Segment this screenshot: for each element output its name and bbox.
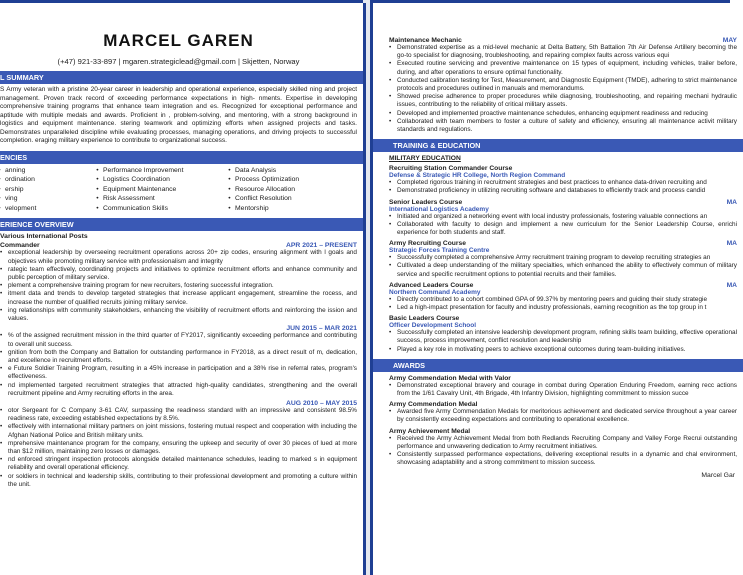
competency-grid bbox=[0, 164, 363, 214]
course-title: Basic Leaders Course bbox=[389, 315, 460, 323]
competency-item: • anning bbox=[0, 166, 92, 176]
course-title: Army Recruiting Course bbox=[389, 240, 466, 248]
competency-item: • Performance Improvement bbox=[92, 166, 224, 176]
section-training-heading: TRAINING & EDUCATION bbox=[373, 139, 743, 152]
award-bullet: • Demonstrated exceptional bravery and courage in combat during Operation Enduring Freedom, earning recc actions from the 1/61 Cavalry Unit, 4th Brigade, 4th Infantry Division, highlighting commitment to mission succe bbox=[373, 382, 743, 398]
job-header bbox=[0, 323, 363, 332]
contact-line: (+47) 921-33-897 | mgaren.strategiclead@gmail.com | Skjetten, Norway bbox=[57, 57, 300, 66]
award-title: Army Achievement Medal bbox=[389, 427, 471, 435]
course-header bbox=[373, 196, 743, 206]
competency-item: • ving bbox=[0, 194, 92, 204]
course-bullet: • Collaborated with faculty to design and implement a new curriculum for the Senior Leadership Course, enrichi experience for both students and staff. bbox=[373, 221, 743, 237]
job-bullet: • mprehensive maintenance program for the company, ensuring the upkeep and security of over 30 pieces of lued at more than $12 million, maintaining zero losses or damages. bbox=[0, 440, 363, 456]
job-bullet: • e Future Soldier Training Program, resulting in a 45% increase in participation and a 38% rise in referral rates, program's effectiveness. bbox=[0, 365, 363, 381]
course-bullet: • Led a high-impact presentation for faculty and industry professionals, earning recognition as the top group in t bbox=[373, 304, 743, 312]
competency-item: • Mentorship bbox=[224, 204, 354, 214]
job-bullet: • or soldiers in technical and leadership skills, contributing to their professional development and promoting a culture within the unit. bbox=[0, 473, 363, 489]
course-header bbox=[373, 237, 743, 247]
candidate-name: MARCEL GAREN bbox=[103, 31, 254, 50]
award-header bbox=[373, 398, 743, 408]
course-org: International Logistics Academy bbox=[389, 205, 489, 213]
job-bullet: • nd implemented targeted recruitment strategies that attracted high-quality candidates, strengthening and the overall recruitment pipeline and Army recruiting efforts in the area. bbox=[0, 382, 363, 398]
resume-page-2 bbox=[370, 3, 743, 575]
section-experience-heading: ERIENCE OVERVIEW bbox=[0, 218, 363, 231]
job-header bbox=[0, 398, 363, 407]
competency-item: • Equipment Maintenance bbox=[92, 185, 224, 195]
course-bullet: • Initiated and organized a networking event with local industry professionals, fostering valuable connections an bbox=[373, 213, 743, 221]
job-bullet: • Showed precise adherence to proper procedures while diagnosing, troubleshooting, and repairing mechani hydraulic issues, contributing to the reliability of critical military assets. bbox=[373, 93, 743, 109]
job-bullet: • % of the assigned recruitment mission in the third quarter of FY2017, significantly exceeding performance and contributing to overall unit success. bbox=[0, 332, 363, 348]
award-bullet: • Consistently surpassed performance expectations, delivering exceptional results in a dynamic and chal environment, showcasing adaptability and a strong commitment to mission success. bbox=[373, 451, 743, 467]
course-bullet: • Demonstrated proficiency in utilizing recruiting software and databases to efficiently track and process candid bbox=[373, 187, 743, 195]
competency-item: • Conflict Resolution bbox=[224, 194, 354, 204]
job-header bbox=[0, 240, 363, 249]
job-header bbox=[373, 34, 743, 44]
job-bullet: • effectively with international military partners on joint missions, fostering mutual respect and cooperation with including the Afghan National Police and British military units. bbox=[0, 423, 363, 439]
competency-item: • Process Optimization bbox=[224, 175, 354, 185]
course-bullet: • Directly contributed to a cohort combined GPA of 99.37% by mentoring peers and guiding their study strategie bbox=[373, 296, 743, 304]
competency-item: • ership bbox=[0, 185, 92, 195]
competency-item: • Logistics Coordination bbox=[92, 175, 224, 185]
competency-item: • Data Analysis bbox=[224, 166, 354, 176]
job-date: APR 2021 – PRESENT bbox=[285, 242, 357, 250]
course-title: Recruiting Station Commander Course bbox=[389, 165, 513, 173]
course-bullet: • Completed rigorous training in recruitment strategies and best practices to enhance data-driven recruiting and bbox=[373, 179, 743, 187]
job-bullet: • gnition from both the Company and Battalion for outstanding performance in FY2018, as a direct result of m, dedication, and excellence in recruitment efforts. bbox=[0, 349, 363, 365]
section-summary-heading: L SUMMARY bbox=[0, 71, 363, 84]
job-title: Maintenance Mechanic bbox=[389, 37, 462, 44]
course-bullet: • Played a key role in motivating peers to achieve exceptional outcomes during team-building initiatives. bbox=[373, 346, 743, 354]
military-education-subheading: MILITARY EDUCATION bbox=[389, 155, 461, 163]
job-date: JUN 2015 – MAR 2021 bbox=[286, 325, 357, 333]
competency-item: • Resource Allocation bbox=[224, 185, 354, 195]
section-competencies-heading: ENCIES bbox=[0, 151, 363, 164]
job-bullet: • otor Sergeant for C Company 3-61 CAV, surpassing the readiness standard with an impressive and consistent 98.5% readiness rate, exceeding established expectations by 8.5%. bbox=[0, 407, 363, 423]
course-org: Northern Command Academy bbox=[389, 288, 481, 296]
course-header bbox=[373, 312, 743, 322]
competency-item: • Risk Assessment bbox=[92, 194, 224, 204]
course-bullet: • Successfully completed an intensive leadership development program, refining skills team building, effective operational success, process improvement, conflict resolution and leadership bbox=[373, 329, 743, 345]
award-header bbox=[373, 372, 743, 382]
course-bullet: • Successfully completed a comprehensive Army recruitment training program to develop recruiting strategies an bbox=[373, 254, 743, 262]
award-title: Army Commendation Medal with Valor bbox=[389, 374, 511, 382]
course-date: MA bbox=[726, 198, 737, 206]
course-org: Strategic Forces Training Centre bbox=[389, 247, 490, 255]
job-bullet: • Developed and implemented proactive maintenance schedules, enhancing equipment readiness and reducing bbox=[373, 110, 743, 118]
job-bullet: • Conducted calibration testing for Test, Measurement, and Diagnostic Equipment (TMDE), adhering to strict maintenance protocols and procedures outlined in manuals and memorandums. bbox=[373, 77, 743, 93]
course-org: Defense & Strategic HR College, North Region Command bbox=[389, 172, 566, 180]
competency-item: • Communication Skills bbox=[92, 204, 224, 214]
award-bullet: • Awarded five Army Commendation Medals for meritorious achievement and dedicated service throughout a year career by consistently exceeding expectations and contributing to operational excellence. bbox=[373, 408, 743, 424]
experience-org bbox=[0, 231, 363, 240]
award-bullet: • Received the Army Achievement Medal from both Redlands Recruiting Company and Valley Forge Recrui outstanding performance and unwavering dedication to Army recruitment initiatives. bbox=[373, 435, 743, 451]
job-bullet: • rategic team effectively, coordinating projects and initiatives to optimize recruitment efforts and enhance community and public perception of military service. bbox=[0, 266, 363, 282]
job-bullet: • itment data and trends to develop targeted strategies that increase applicant engagement, streamline the rocess, and increase the number of qualified recruits joining military service. bbox=[0, 290, 363, 306]
course-org: Officer Development School bbox=[389, 322, 477, 330]
award-header bbox=[373, 425, 743, 435]
job-bullet: • exceptional leadership by overseeing recruitment operations across 20+ zip codes, ensuring alignment with l goals and objectives while promoting military service with professionalism and integrity bbox=[0, 249, 363, 265]
signature-name: Marcel Gar bbox=[701, 471, 735, 479]
job-date: MAY bbox=[722, 37, 737, 44]
job-bullet: • ing relationships with community stakeholders, enhancing the visibility of recruitment efforts and reinforcing the ission and values. bbox=[0, 307, 363, 323]
resume-page-1 bbox=[0, 3, 366, 575]
job-bullet: • Executed routine servicing and preventive maintenance on 15 types of equipment, including vehicles, trailer before, during, and after operations to ensure optimal functionality. bbox=[373, 60, 743, 76]
competency-item: • velopment bbox=[0, 204, 92, 214]
course-date: MA bbox=[726, 240, 737, 248]
course-bullet: • Cultivated a deep understanding of the military specialties, which enhanced the ability to effectively commun of military service and specific recruitment options to potential recruits and their families. bbox=[373, 262, 743, 278]
course-date: MA bbox=[726, 281, 737, 289]
summary-text: S Army veteran with a pristine 20-year career in leadership and operational experience, especially skilled ning and project management. Proven track record of exceeding performance expectations in high- nments. Expertise in developing comprehensive training programs that enhance team integration and es. Recognized for exceptional performance and aptitude with multiple medals and awards. Proficient in , problem-solving, and mentoring, with a strong background in logistics and equipment maintenance. stering teamwork and optimizing efforts when assigned projects and tasks. Demonstrates unparalleled discipline while evaluating processes, managing operations, and driving projects to successful completion. eraging military experience to contribute to organizational success. bbox=[0, 86, 357, 144]
org-name: Various International Posts bbox=[0, 233, 88, 241]
job-bullet: • Demonstrated expertise as a mid-level mechanic at Delta Battery, 5th Battalion 7th Air Defense Artillery becoming the go-to specialist for diagnosing, troubleshooting, and repairing complex faults across various equi bbox=[373, 44, 743, 60]
award-title: Army Commendation Medal bbox=[389, 401, 478, 409]
competency-item: • ordination bbox=[0, 175, 92, 185]
course-title: Senior Leaders Course bbox=[389, 198, 463, 206]
course-header bbox=[373, 279, 743, 289]
course-title: Advanced Leaders Course bbox=[389, 281, 474, 289]
job-title: Commander bbox=[0, 242, 40, 250]
job-bullet: • plement a comprehensive training program for new recruiters, fostering successful integration. bbox=[0, 282, 363, 290]
job-bullet: • Collaborated with team members to foster a culture of safety and efficiency, ensuring all maintenance activit military standards and regulations. bbox=[373, 118, 743, 134]
section-awards-heading: AWARDS bbox=[373, 359, 743, 372]
job-bullet: • nd enforced stringent inspection protocols alongside detailed maintenance schedules, leading to marked s in equipment reliability and overall operational efficiency. bbox=[0, 456, 363, 472]
job-date: AUG 2010 – MAY 2015 bbox=[285, 399, 357, 407]
course-header bbox=[373, 162, 743, 172]
